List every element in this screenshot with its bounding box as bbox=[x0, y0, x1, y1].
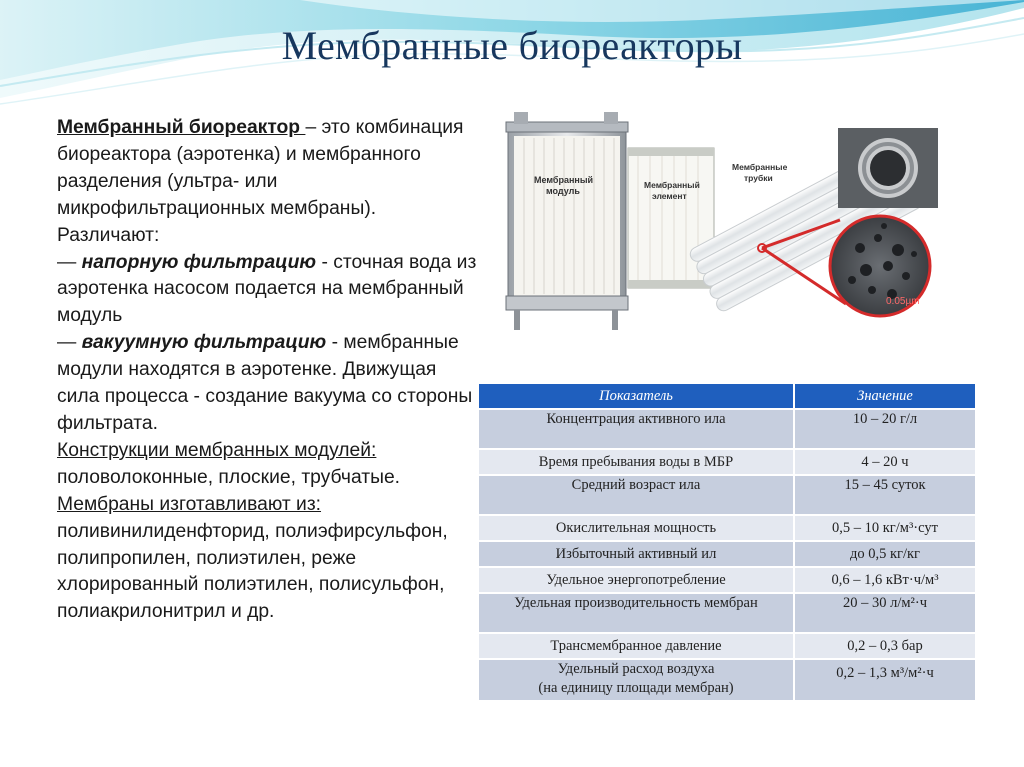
pressure-filtration-term: напорную фильтрацию bbox=[81, 251, 317, 273]
column-header-indicator: Показатель bbox=[479, 384, 795, 410]
membrane-materials-heading: Мембраны изготавливают из: bbox=[57, 493, 322, 515]
table-cell: 0,6 – 1,6 кВт·ч/м³ bbox=[795, 568, 975, 594]
pressure-filtration-paragraph: — напорную фильтрацию - сточная вода из аэротенка насосом подается на мембранный модуль bbox=[57, 251, 477, 327]
definition-text: – это комбинация биореактора (аэротенка) и мембранного разделения (ультра- или микрофильтрационных мембраны). bbox=[57, 117, 464, 219]
table-row bbox=[479, 542, 975, 568]
svg-text:Мембранный: Мембранный bbox=[534, 175, 594, 185]
table-cell: 0,5 – 10 кг/м³·сут bbox=[795, 516, 975, 542]
table-cell: до 0,5 кг/кг bbox=[795, 542, 975, 568]
table-row bbox=[479, 410, 975, 450]
vacuum-filtration-term: вакуумную фильтрацию bbox=[81, 332, 327, 354]
definition-paragraph bbox=[57, 115, 477, 223]
table-row bbox=[479, 634, 975, 660]
body-text bbox=[57, 115, 477, 626]
table-cell: Удельная производительность мембран bbox=[479, 594, 795, 634]
module-constructions-list: половолоконные, плоские, трубчатые. bbox=[57, 466, 401, 488]
table-cell: 4 – 20 ч bbox=[795, 450, 975, 476]
table-cell: 0,2 – 1,3 м³/м²·ч bbox=[795, 660, 975, 702]
table-cell: Избыточный активный ил bbox=[479, 542, 795, 568]
table-row bbox=[479, 476, 975, 516]
table-cell: Окислительная мощность bbox=[479, 516, 795, 542]
table-cell: 15 – 45 суток bbox=[795, 476, 975, 516]
column-header-value: Значение bbox=[795, 384, 975, 410]
vacuum-filtration-paragraph: — вакуумную фильтрацию - мембранные модули находятся в аэротенке. Движущая сила процесса - создание вакуума со стороны фильтрата. bbox=[57, 332, 473, 434]
scale-label: 0.05µm bbox=[886, 296, 920, 307]
distinguish-label: Различают: bbox=[57, 224, 160, 246]
table-cell: Удельный расход воздуха (на единицу площади мембран) bbox=[479, 660, 795, 702]
table-cell: Удельное энергопотребление bbox=[479, 568, 795, 594]
table-row bbox=[479, 450, 975, 476]
table-cell: 20 – 30 л/м²·ч bbox=[795, 594, 975, 634]
table-cell: Концентрация активного ила bbox=[479, 410, 795, 450]
table-cell: Трансмембранное давление bbox=[479, 634, 795, 660]
table-cell: 0,2 – 0,3 бар bbox=[795, 634, 975, 660]
module-constructions-heading: Конструкции мембранных модулей: bbox=[57, 439, 377, 461]
table-row bbox=[479, 568, 975, 594]
svg-text:трубки: трубки bbox=[744, 173, 773, 183]
table-row bbox=[479, 516, 975, 542]
table-cell: 10 – 20 г/л bbox=[795, 410, 975, 450]
parameters-table bbox=[479, 384, 975, 702]
table-cell: Средний возраст ила bbox=[479, 476, 795, 516]
table-row bbox=[479, 660, 975, 702]
svg-text:модуль: модуль bbox=[546, 186, 580, 196]
table-cell: Время пребывания воды в МБР bbox=[479, 450, 795, 476]
term-membrane-bioreactor: Мембранный биореактор bbox=[57, 117, 306, 138]
table-row bbox=[479, 594, 975, 634]
svg-text:Мембранные: Мембранные bbox=[732, 162, 788, 172]
membrane-module-photo bbox=[500, 108, 945, 333]
page-title: Мембранные биореакторы bbox=[281, 23, 743, 68]
svg-text:элемент: элемент bbox=[652, 191, 687, 201]
svg-text:Мембранный: Мембранный bbox=[644, 180, 700, 190]
membrane-materials-list: поливинилиденфторид, полиэфирсульфон, полипропилен, полиэтилен, реже хлорированный полиэтилен, полисульфон, полиакрилонитрил и др. bbox=[57, 520, 448, 623]
